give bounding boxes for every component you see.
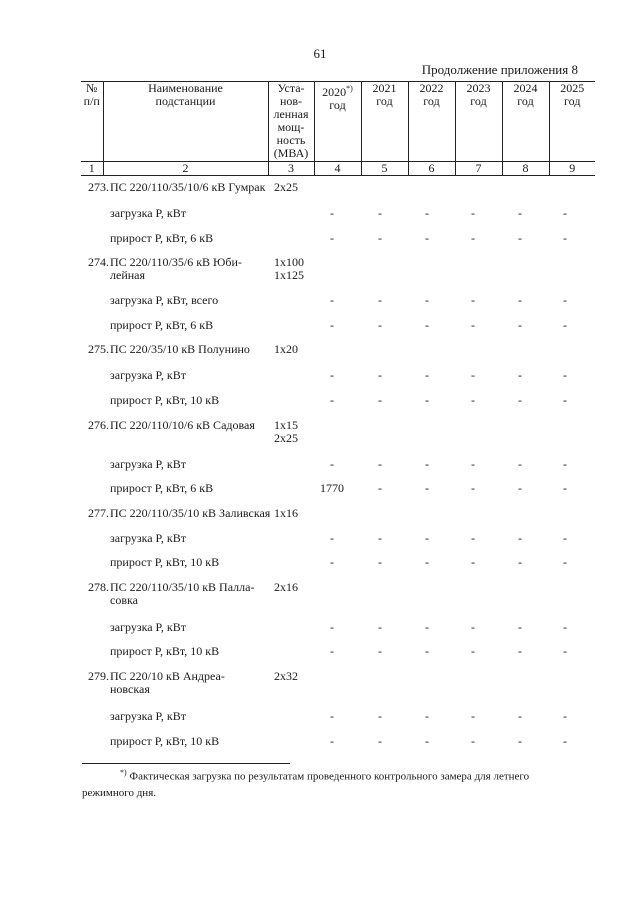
value-cell: - xyxy=(378,318,382,332)
row-number: 278. xyxy=(88,580,109,594)
value-cell: - xyxy=(425,318,429,332)
table-row xyxy=(0,556,640,570)
value-cell: - xyxy=(471,620,475,634)
value-cell: 1770 xyxy=(320,481,344,495)
header-mva xyxy=(268,82,314,162)
value-cell: - xyxy=(563,531,567,545)
value-cell: - xyxy=(471,293,475,307)
row-number: 274. xyxy=(88,255,109,269)
value-cell: - xyxy=(330,393,334,407)
value-cell: - xyxy=(425,293,429,307)
header-num-line: № xyxy=(86,81,98,95)
header-mva-line: нов- xyxy=(279,94,303,108)
table-row xyxy=(0,369,640,383)
value-cell: - xyxy=(425,457,429,471)
table-row xyxy=(0,294,640,308)
value-cell: - xyxy=(518,709,522,723)
value-cell: - xyxy=(330,457,334,471)
substation-name-cont: совка xyxy=(110,593,138,607)
substation-name: загрузка P, кВт, всего xyxy=(110,293,219,307)
table-row xyxy=(0,418,640,445)
value-cell: - xyxy=(378,620,382,634)
table-row xyxy=(0,319,640,333)
col-number: 6 xyxy=(408,162,455,176)
table-row xyxy=(0,710,640,724)
value-cell: - xyxy=(518,555,522,569)
header-year: 2022 год xyxy=(408,82,455,162)
table-row xyxy=(0,482,640,496)
value-cell: - xyxy=(378,206,382,220)
value-cell: - xyxy=(330,709,334,723)
value-cell: - xyxy=(330,555,334,569)
header-mva-line: (МВА) xyxy=(273,146,309,160)
header-year: 2023 год xyxy=(455,82,502,162)
footnote xyxy=(82,765,582,801)
footnote-divider xyxy=(82,763,290,764)
value-cell: - xyxy=(330,293,334,307)
value-cell: - xyxy=(330,644,334,658)
row-number: 275. xyxy=(88,342,109,356)
value-cell: - xyxy=(518,368,522,382)
value-cell: - xyxy=(425,206,429,220)
value-cell: - xyxy=(425,531,429,545)
installed-capacity: 1x100 xyxy=(274,255,304,269)
footnote-mark: *) xyxy=(120,768,127,777)
value-cell: - xyxy=(471,644,475,658)
value-cell: - xyxy=(471,734,475,748)
col-number: 8 xyxy=(502,162,549,176)
table-row xyxy=(0,507,640,521)
installed-capacity: 1x16 xyxy=(274,506,298,520)
header-num xyxy=(81,82,103,162)
table-row xyxy=(0,207,640,221)
table-row xyxy=(0,343,640,357)
substation-name: прирост P, кВт, 10 кВ xyxy=(110,734,220,748)
col-number: 2 xyxy=(103,162,268,176)
footnote-text: Фактическая загрузка по результатам проведенного контрольного замера для летнего xyxy=(126,770,530,783)
value-cell: - xyxy=(563,318,567,332)
table-row xyxy=(0,532,640,546)
table-row xyxy=(0,580,640,607)
header-mva-line: Уста- xyxy=(277,81,305,95)
substation-name: прирост P, кВт, 10 кВ xyxy=(110,555,220,569)
substation-name: загрузка P, кВт xyxy=(110,206,186,220)
header-year: 2025 год xyxy=(549,82,595,162)
header-name xyxy=(103,82,268,162)
table-row xyxy=(0,458,640,472)
row-number: 277. xyxy=(88,506,109,520)
value-cell: - xyxy=(518,457,522,471)
value-cell: - xyxy=(425,734,429,748)
substation-name: прирост P, кВт, 10 кВ xyxy=(110,393,220,407)
value-cell: - xyxy=(378,555,382,569)
value-cell: - xyxy=(563,734,567,748)
substation-name-cont: новская xyxy=(110,682,150,696)
value-cell: - xyxy=(378,393,382,407)
value-cell: - xyxy=(330,206,334,220)
value-cell: - xyxy=(563,709,567,723)
value-cell: - xyxy=(330,620,334,634)
value-cell: - xyxy=(518,318,522,332)
substation-name: ПС 220/110/35/10 кВ Заливская xyxy=(110,506,271,520)
col-number: 4 xyxy=(314,162,361,176)
substation-name: загрузка P, кВт xyxy=(110,457,186,471)
installed-capacity-cont: 2x25 xyxy=(274,431,298,445)
value-cell: - xyxy=(518,393,522,407)
value-cell: - xyxy=(471,457,475,471)
value-cell: - xyxy=(563,293,567,307)
value-cell: - xyxy=(518,206,522,220)
row-number: 279. xyxy=(88,669,109,683)
value-cell: - xyxy=(563,206,567,220)
value-cell: - xyxy=(425,368,429,382)
substation-name: ПС 220/110/10/6 кВ Садовая xyxy=(110,418,255,432)
substation-name: ПС 220/10 кВ Андреа- xyxy=(110,669,225,683)
substation-name: ПС 220/110/35/6 кВ Юби- xyxy=(110,255,242,269)
header-year: 2021 год xyxy=(361,82,408,162)
table-row xyxy=(0,255,640,282)
installed-capacity: 1x15 xyxy=(274,418,298,432)
installed-capacity: 2x32 xyxy=(274,669,298,683)
value-cell: - xyxy=(471,368,475,382)
value-cell: - xyxy=(378,709,382,723)
value-cell: - xyxy=(425,481,429,495)
substation-name: прирост P, кВт, 6 кВ xyxy=(110,231,214,245)
substation-name: прирост P, кВт, 6 кВ xyxy=(110,318,214,332)
table-row xyxy=(0,735,640,749)
value-cell: - xyxy=(563,644,567,658)
footnote-text-cont: режимного дня. xyxy=(82,786,156,799)
value-cell: - xyxy=(518,231,522,245)
value-cell: - xyxy=(563,620,567,634)
substation-name: ПС 220/35/10 кВ Полунино xyxy=(110,342,250,356)
substation-name: прирост P, кВт, 10 кВ xyxy=(110,644,220,658)
value-cell: - xyxy=(518,644,522,658)
installed-capacity: 2x25 xyxy=(274,180,298,194)
value-cell: - xyxy=(330,734,334,748)
substation-name: загрузка P, кВт xyxy=(110,709,186,723)
value-cell: - xyxy=(330,368,334,382)
header-name-line: подстанции xyxy=(155,94,216,108)
value-cell: - xyxy=(518,734,522,748)
value-cell: - xyxy=(563,457,567,471)
header-name-line: Наименование xyxy=(148,81,223,95)
table-row xyxy=(0,181,640,195)
value-cell: - xyxy=(378,531,382,545)
value-cell: - xyxy=(518,620,522,634)
value-cell: - xyxy=(330,231,334,245)
value-cell: - xyxy=(425,555,429,569)
table-row xyxy=(0,394,640,408)
value-cell: - xyxy=(425,393,429,407)
table-row xyxy=(0,669,640,696)
value-cell: - xyxy=(378,481,382,495)
table-row xyxy=(0,232,640,246)
value-cell: - xyxy=(471,393,475,407)
header-year: 2024 год xyxy=(502,82,549,162)
value-cell: - xyxy=(518,293,522,307)
header-table xyxy=(81,81,595,176)
value-cell: - xyxy=(378,293,382,307)
installed-capacity: 1x20 xyxy=(274,342,298,356)
value-cell: - xyxy=(471,555,475,569)
installed-capacity: 2x16 xyxy=(274,580,298,594)
row-number: 276. xyxy=(88,418,109,432)
header-num-line: п/п xyxy=(83,94,100,108)
substation-name: прирост P, кВт, 6 кВ xyxy=(110,481,214,495)
value-cell: - xyxy=(425,644,429,658)
value-cell: - xyxy=(378,734,382,748)
header-mva-line: мощ- xyxy=(277,120,305,134)
table-row xyxy=(0,621,640,635)
page-number: 61 xyxy=(313,46,327,61)
substation-name: загрузка P, кВт xyxy=(110,368,186,382)
col-number: 5 xyxy=(361,162,408,176)
value-cell: - xyxy=(425,709,429,723)
value-cell: - xyxy=(471,531,475,545)
continuation-label: Продолжение приложения 8 xyxy=(421,62,578,77)
value-cell: - xyxy=(330,531,334,545)
header-mva-line: ленная xyxy=(273,107,309,121)
value-cell: - xyxy=(471,481,475,495)
value-cell: - xyxy=(378,644,382,658)
table-row xyxy=(0,645,640,659)
substation-name: ПС 220/110/35/10/6 кВ Гумрак xyxy=(110,180,266,194)
value-cell: - xyxy=(471,318,475,332)
substation-name-cont: лейная xyxy=(110,268,146,282)
value-cell: - xyxy=(471,709,475,723)
column-numbers-row xyxy=(81,162,595,176)
col-number: 9 xyxy=(549,162,595,176)
col-number: 3 xyxy=(268,162,314,176)
value-cell: - xyxy=(518,531,522,545)
value-cell: - xyxy=(471,231,475,245)
header-mva-line: ность xyxy=(276,133,306,147)
header-row xyxy=(81,82,595,162)
row-number: 273. xyxy=(88,180,109,194)
value-cell: - xyxy=(378,457,382,471)
value-cell: - xyxy=(378,231,382,245)
value-cell: - xyxy=(563,368,567,382)
value-cell: - xyxy=(563,481,567,495)
installed-capacity-cont: 1x125 xyxy=(274,268,304,282)
value-cell: - xyxy=(563,555,567,569)
substation-name: загрузка P, кВт xyxy=(110,620,186,634)
value-cell: - xyxy=(378,368,382,382)
value-cell: - xyxy=(563,231,567,245)
col-number: 1 xyxy=(81,162,103,176)
substation-name: ПС 220/110/35/10 кВ Палла- xyxy=(110,580,255,594)
substation-name: загрузка P, кВт xyxy=(110,531,186,545)
header-year: 2020*) год xyxy=(314,82,361,162)
value-cell: - xyxy=(518,481,522,495)
value-cell: - xyxy=(425,231,429,245)
value-cell: - xyxy=(471,206,475,220)
value-cell: - xyxy=(330,318,334,332)
value-cell: - xyxy=(563,393,567,407)
value-cell: - xyxy=(425,620,429,634)
col-number: 7 xyxy=(455,162,502,176)
